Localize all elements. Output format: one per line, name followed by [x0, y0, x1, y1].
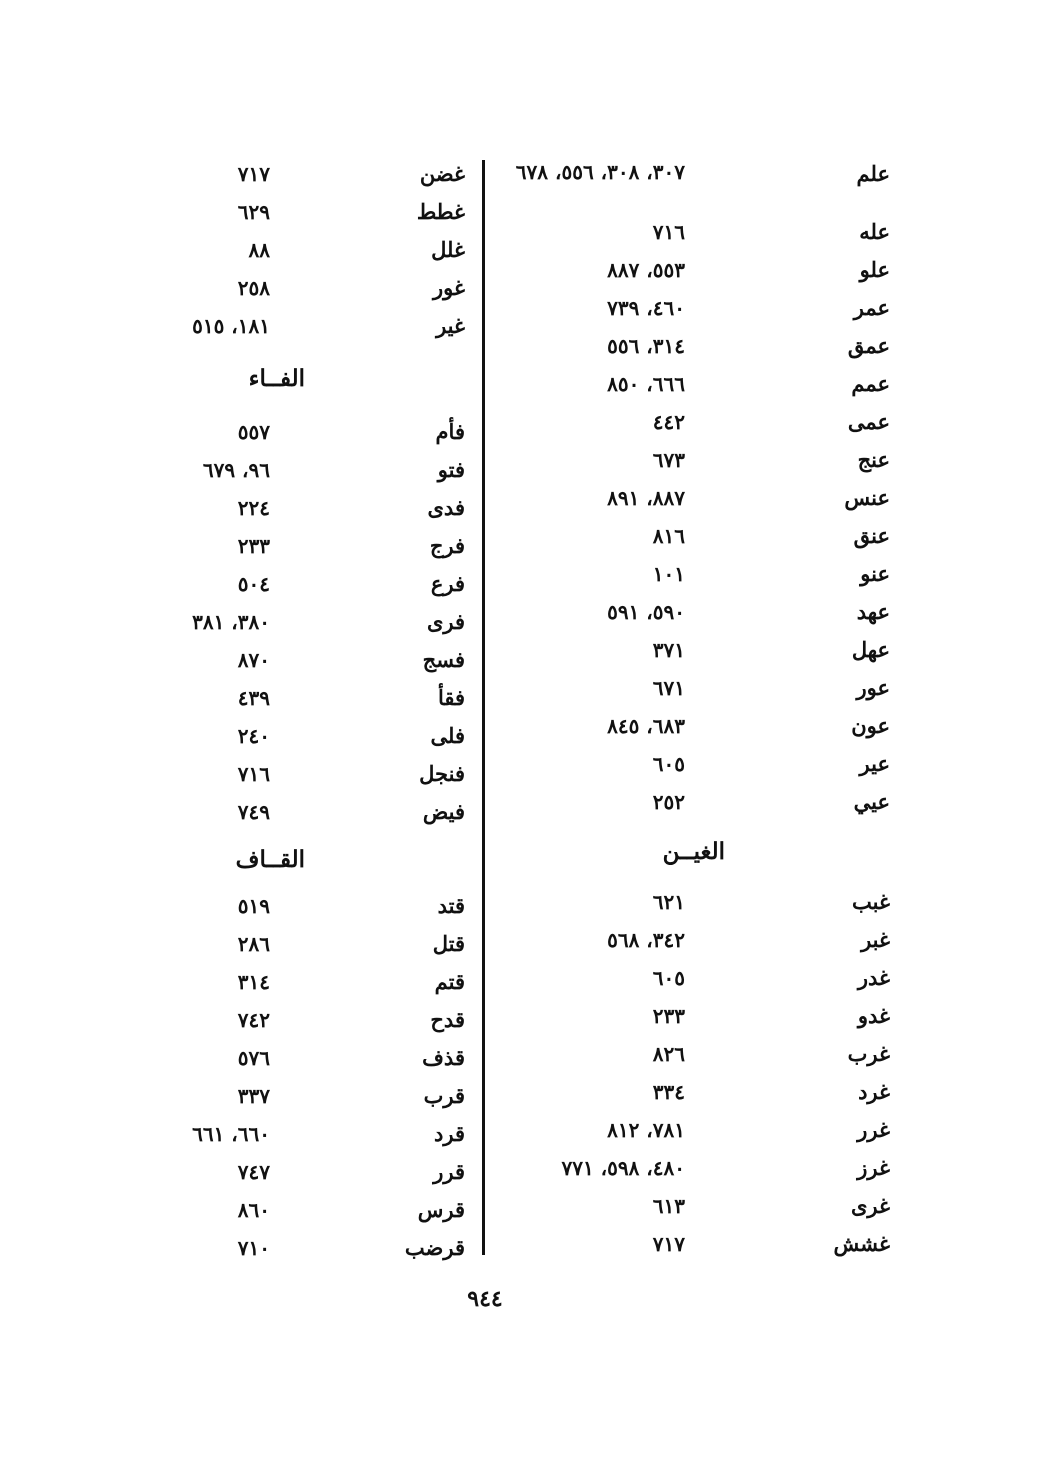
entry-page-refs: ٦٠٥: [652, 752, 685, 776]
entry-page-refs: ٤٣٩: [237, 686, 270, 710]
index-entry: [150, 717, 465, 755]
index-entry: [500, 155, 890, 211]
entry-root-word: عمق: [847, 333, 890, 358]
index-entry: [150, 679, 465, 717]
entry-page-refs: ٣٣٧: [237, 1084, 270, 1108]
entry-root-word: عنق: [853, 523, 890, 548]
entry-page-refs: ٢٨٦: [237, 932, 270, 956]
index-entry: [500, 1187, 890, 1225]
entry-root-word: عهد: [856, 599, 890, 624]
index-entry: [150, 1077, 465, 1115]
entry-page-refs: ٣٣٤: [652, 1080, 685, 1104]
index-entry: [500, 959, 890, 997]
index-entry: [500, 479, 890, 517]
index-entry: [500, 707, 890, 745]
index-entry: [500, 997, 890, 1035]
entry-page-refs: ٢٣٣: [652, 1004, 685, 1028]
entry-page-refs: ٧٤٢: [237, 1008, 270, 1032]
entry-root-word: قرضب: [404, 1235, 465, 1260]
index-entry: [150, 1039, 465, 1077]
entry-root-word: غبب: [852, 889, 890, 914]
entry-root-word: عنس: [844, 485, 890, 510]
column-divider: [482, 160, 485, 1255]
entry-page-refs: ٧١٦: [237, 762, 270, 786]
entry-page-refs: ٧١٧: [237, 162, 270, 186]
entry-page-refs: ٦٧١: [652, 676, 685, 700]
entry-page-refs: ٢٣٣: [237, 534, 270, 558]
entry-page-refs: ٧١٠: [237, 1236, 270, 1260]
entry-page-refs: ٥٩٠، ٥٩١: [607, 600, 685, 624]
index-entry: [500, 403, 890, 441]
index-entry: [500, 883, 890, 921]
entry-root-word: عور: [856, 675, 890, 700]
index-entry: [500, 593, 890, 631]
index-entry: [150, 489, 465, 527]
entry-root-word: عنج: [857, 447, 890, 472]
index-entry: [500, 631, 890, 669]
entry-page-refs: ٥٥٣، ٨٨٧: [607, 258, 685, 282]
entry-root-word: فأم: [435, 419, 465, 444]
entry-root-word: غير: [436, 313, 465, 338]
entry-root-word: غرر: [857, 1117, 890, 1142]
entry-page-refs: ٦١٣: [652, 1194, 685, 1218]
entry-root-word: فرج: [429, 533, 465, 558]
entry-page-refs: ٦٦٦، ٨٥٠: [607, 372, 685, 396]
entry-page-refs: ٨٨٧، ٨٩١: [607, 486, 685, 510]
entry-page-refs: ٨٦٠: [237, 1198, 270, 1222]
entry-page-refs: ٣٨٠، ٣٨١: [192, 610, 270, 634]
entry-root-word: غبر: [861, 927, 890, 952]
entry-root-word: قتل: [432, 931, 465, 956]
entry-page-refs: ٣٤٢، ٥٦٨: [607, 928, 685, 952]
section-heading-qaf: القــاف: [235, 846, 305, 873]
entry-root-word: عيي: [853, 789, 890, 814]
entry-page-refs: ١٠١: [652, 562, 685, 586]
entry-page-refs: ٦٠٥: [652, 966, 685, 990]
index-entry: [500, 327, 890, 365]
index-entry: [500, 517, 890, 555]
entry-page-refs: ٥٧٦: [237, 1046, 270, 1070]
index-entry: [150, 565, 465, 603]
index-entry: [150, 193, 465, 231]
index-entry: [150, 887, 465, 925]
index-entry: [500, 1111, 890, 1149]
entry-root-word: عون: [851, 713, 890, 738]
entry-page-refs: ٤٨٠، ٥٩٨، ٧٧١: [561, 1156, 685, 1180]
entry-root-word: غرى: [850, 1193, 890, 1218]
entry-page-refs: ٦٨٣، ٨٤٥: [607, 714, 685, 738]
index-entry: [150, 603, 465, 641]
entry-root-word: قرب: [423, 1083, 465, 1108]
index-entry: [150, 1191, 465, 1229]
entry-page-refs: ٧١٦: [652, 220, 685, 244]
entry-root-word: عهل: [851, 637, 890, 662]
index-entry: [150, 155, 465, 193]
entry-root-word: قرس: [417, 1197, 465, 1222]
entry-page-refs: ٩٦، ٦٧٩: [202, 458, 270, 482]
index-entry: [150, 307, 465, 345]
entry-root-word: عمى: [847, 409, 890, 434]
entry-root-word: علو: [859, 257, 890, 282]
section-heading-ghain: الغيــن: [662, 838, 725, 865]
entry-page-refs: ٦٦٠، ٦٦١: [192, 1122, 270, 1146]
entry-root-word: علم: [856, 161, 890, 186]
entry-page-refs: ٤٤٢: [652, 410, 685, 434]
entry-page-refs: ٢٥٢: [652, 790, 685, 814]
entry-root-word: غطط: [416, 199, 465, 224]
entry-page-refs: ٦٧٣: [652, 448, 685, 472]
section-heading-fa: الفــاء: [248, 365, 305, 392]
entry-page-refs: ٧٤٧: [237, 1160, 270, 1184]
index-entry: [500, 1073, 890, 1111]
entry-page-refs: ٨٧٠: [237, 648, 270, 672]
entry-root-word: عمر: [853, 295, 890, 320]
entry-root-word: فرع: [430, 571, 465, 596]
index-entry: [500, 783, 890, 821]
entry-root-word: فلى: [430, 723, 465, 748]
entry-root-word: فقأ: [437, 685, 465, 710]
index-entry: [500, 921, 890, 959]
entry-page-refs: ٢٢٤: [237, 496, 270, 520]
entry-root-word: فنجل: [419, 761, 465, 786]
index-entry: [500, 745, 890, 783]
index-entry: [150, 925, 465, 963]
entry-root-word: فدى: [427, 495, 465, 520]
entry-page-refs: ٣٠٧، ٣٠٨، ٥٥٦، ٦٧٨: [515, 160, 685, 184]
entry-page-refs: ١٨١، ٥١٥: [192, 314, 270, 338]
entry-root-word: عله: [859, 219, 890, 244]
entry-page-refs: ٧١٧: [652, 1232, 685, 1256]
entry-page-refs: ٥٥٧: [237, 420, 270, 444]
entry-page-refs: ٣٧١: [652, 638, 685, 662]
index-entry: [500, 1225, 890, 1263]
index-entry: [500, 289, 890, 327]
entry-root-word: قرر: [433, 1159, 465, 1184]
entry-page-refs: ٤٦٠، ٧٣٩: [607, 296, 685, 320]
entry-root-word: قرد: [434, 1121, 465, 1146]
index-entry: [150, 793, 465, 831]
index-entry: [500, 669, 890, 707]
entry-page-refs: ٢٥٨: [237, 276, 270, 300]
entry-page-refs: ٨٢٦: [652, 1042, 685, 1066]
entry-root-word: غرب: [847, 1041, 890, 1066]
entry-page-refs: ٧٤٩: [237, 800, 270, 824]
entry-root-word: قذف: [422, 1045, 465, 1070]
entry-page-refs: ٦٢٩: [237, 200, 270, 224]
index-entry: [150, 641, 465, 679]
entry-root-word: قتم: [434, 969, 465, 994]
index-entry: [500, 251, 890, 289]
entry-root-word: فرى: [426, 609, 465, 634]
index-entry: [500, 441, 890, 479]
index-entry: [150, 269, 465, 307]
entry-root-word: غدر: [857, 965, 890, 990]
index-entry: [500, 1149, 890, 1187]
entry-page-refs: ٨٨: [248, 238, 270, 262]
entry-root-word: فيض: [422, 799, 465, 824]
entry-root-word: قتد: [437, 893, 465, 918]
index-entry: [150, 413, 465, 451]
entry-page-refs: ٥٠٤: [237, 572, 270, 596]
entry-root-word: غشش: [833, 1231, 890, 1256]
entry-root-word: فتو: [437, 457, 465, 482]
entry-page-refs: ٦٢١: [652, 890, 685, 914]
entry-root-word: غور: [433, 275, 465, 300]
index-entry: [150, 231, 465, 269]
entry-root-word: غلل: [431, 237, 465, 262]
index-entry: [150, 1229, 465, 1267]
index-entry: [150, 755, 465, 793]
entry-root-word: عير: [859, 751, 890, 776]
entry-root-word: غضن: [419, 161, 465, 186]
entry-root-word: عنو: [860, 561, 890, 586]
index-entry: [150, 451, 465, 489]
entry-page-refs: ٨١٦: [652, 524, 685, 548]
index-entry: [150, 1153, 465, 1191]
index-entry: [500, 365, 890, 403]
entry-root-word: غرز: [857, 1155, 890, 1180]
index-entry: [500, 1035, 890, 1073]
page-number: ٩٤٤: [467, 1286, 503, 1312]
entry-page-refs: ٢٤٠: [237, 724, 270, 748]
index-entry: [500, 555, 890, 593]
index-entry: [150, 963, 465, 1001]
entry-page-refs: ٥١٩: [237, 894, 270, 918]
entry-root-word: غرد: [858, 1079, 890, 1104]
index-entry: [150, 1001, 465, 1039]
index-entry: [150, 527, 465, 565]
index-entry: [150, 1115, 465, 1153]
entry-root-word: عمم: [851, 371, 890, 396]
entry-page-refs: ٧٨١، ٨١٢: [607, 1118, 685, 1142]
entry-page-refs: ٣١٤: [237, 970, 270, 994]
entry-root-word: فسج: [422, 647, 465, 672]
entry-page-refs: ٣١٤، ٥٥٦: [607, 334, 685, 358]
entry-root-word: قدح: [430, 1007, 465, 1032]
entry-root-word: غدو: [857, 1003, 890, 1028]
index-entry: [500, 213, 890, 251]
